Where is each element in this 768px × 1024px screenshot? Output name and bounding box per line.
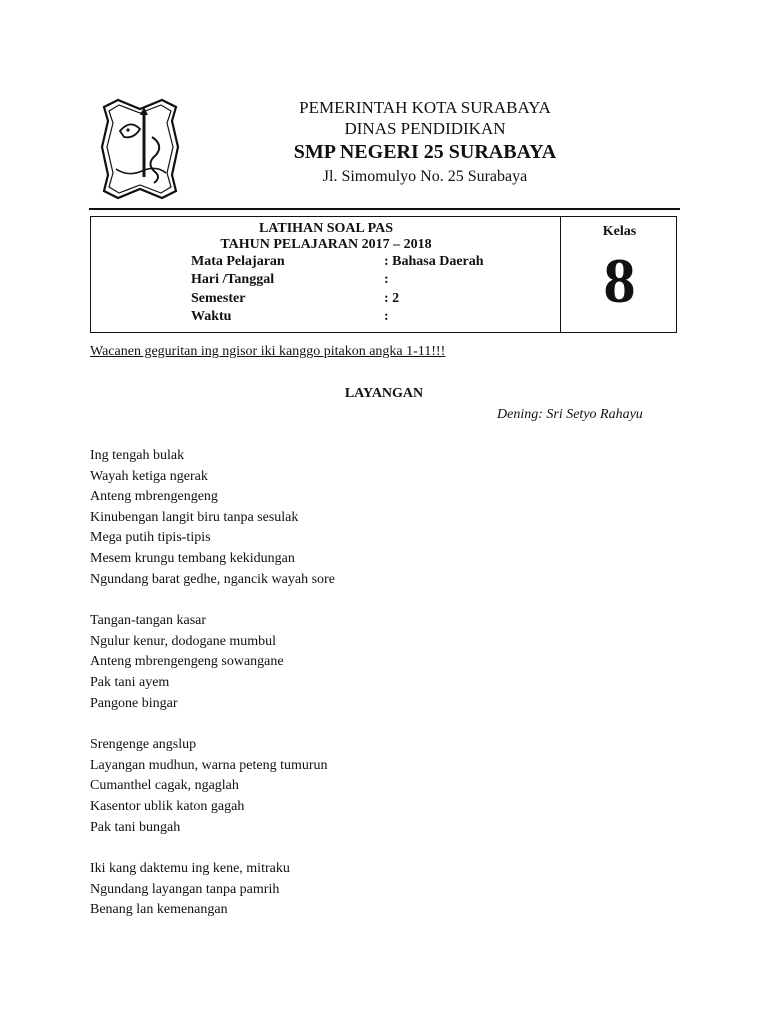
poem-body: [90, 446, 650, 942]
stanza-3: [90, 735, 650, 838]
stanza-1: [90, 446, 650, 590]
school-name: SMP NEGERI 25 SURABAYA: [293, 141, 557, 163]
info-label: Hari /Tanggal: [191, 272, 275, 287]
poem-line: Anteng mbrengengeng sowangane: [90, 654, 284, 670]
academic-year: TAHUN PELAJARAN 2017 – 2018: [220, 237, 432, 252]
poem-line: Ngundang layangan tanpa pamrih: [90, 881, 280, 897]
info-label: Waktu: [191, 309, 232, 324]
poem-line: Benang lan kemenangan: [90, 902, 228, 918]
poem-line: Ngundang barat gedhe, ngancik wayah sore: [90, 571, 335, 587]
government-name: PEMERINTAH KOTA SURABAYA: [299, 98, 551, 117]
letterhead: [200, 97, 650, 189]
poem-line: Pak tani bungah: [90, 819, 181, 835]
info-value: :: [384, 272, 389, 287]
poem-title: LAYANGAN: [344, 386, 424, 401]
info-value: : 2: [384, 291, 400, 306]
poem-line: Mesem krungu tembang kekidungan: [90, 550, 295, 566]
poem-line: Ing tengah bulak: [90, 448, 185, 463]
info-value: :: [384, 309, 389, 324]
poem-line: Kasentor ublik katon gagah: [90, 798, 245, 814]
instruction-text: Wacanen geguritan ing ngisor iki kanggo pitakon angka 1-11!!!: [90, 344, 446, 359]
info-label: Mata Pelajaran: [191, 254, 285, 269]
poem-line: Ngulur kenur, dodogane mumbul: [90, 633, 277, 649]
header-divider: [89, 208, 680, 210]
info-value: : Bahasa Daerah: [384, 254, 484, 269]
poem-line: Layangan mudhun, warna peteng tumurun: [90, 757, 328, 773]
poem-line: Kinubengan langit biru tanpa sesulak: [90, 509, 299, 525]
poem-line: Pak tani ayem: [90, 674, 170, 690]
info-label: Semester: [191, 291, 246, 306]
poem-line: Tangan-tangan kasar: [90, 613, 207, 629]
poem-line: Cumanthel cagak, ngaglah: [90, 778, 239, 794]
class-number: 8: [603, 245, 636, 316]
stanza-2: [90, 611, 650, 714]
department-name: DINAS PENDIDIKAN: [344, 119, 506, 138]
poem-author: Dening: Sri Setyo Rahayu: [497, 407, 643, 422]
poem-line: Pangone bingar: [90, 695, 178, 711]
exam-info-box: [90, 216, 677, 333]
class-label: Kelas: [602, 224, 637, 239]
poem-line: Wayah ketiga ngerak: [90, 468, 208, 484]
poem-line: Srengenge angslup: [90, 737, 197, 753]
poem-line: Iki kang daktemu ing kene, mitraku: [90, 861, 290, 877]
exam-title: LATIHAN SOAL PAS: [258, 221, 394, 236]
poem-line: Anteng mbrengengeng: [90, 489, 218, 505]
poem-line: Mega putih tipis-tipis: [90, 530, 211, 546]
school-address: Jl. Simomulyo No. 25 Surabaya: [322, 168, 528, 185]
city-crest-logo: [98, 97, 182, 201]
stanza-4: [90, 859, 650, 921]
